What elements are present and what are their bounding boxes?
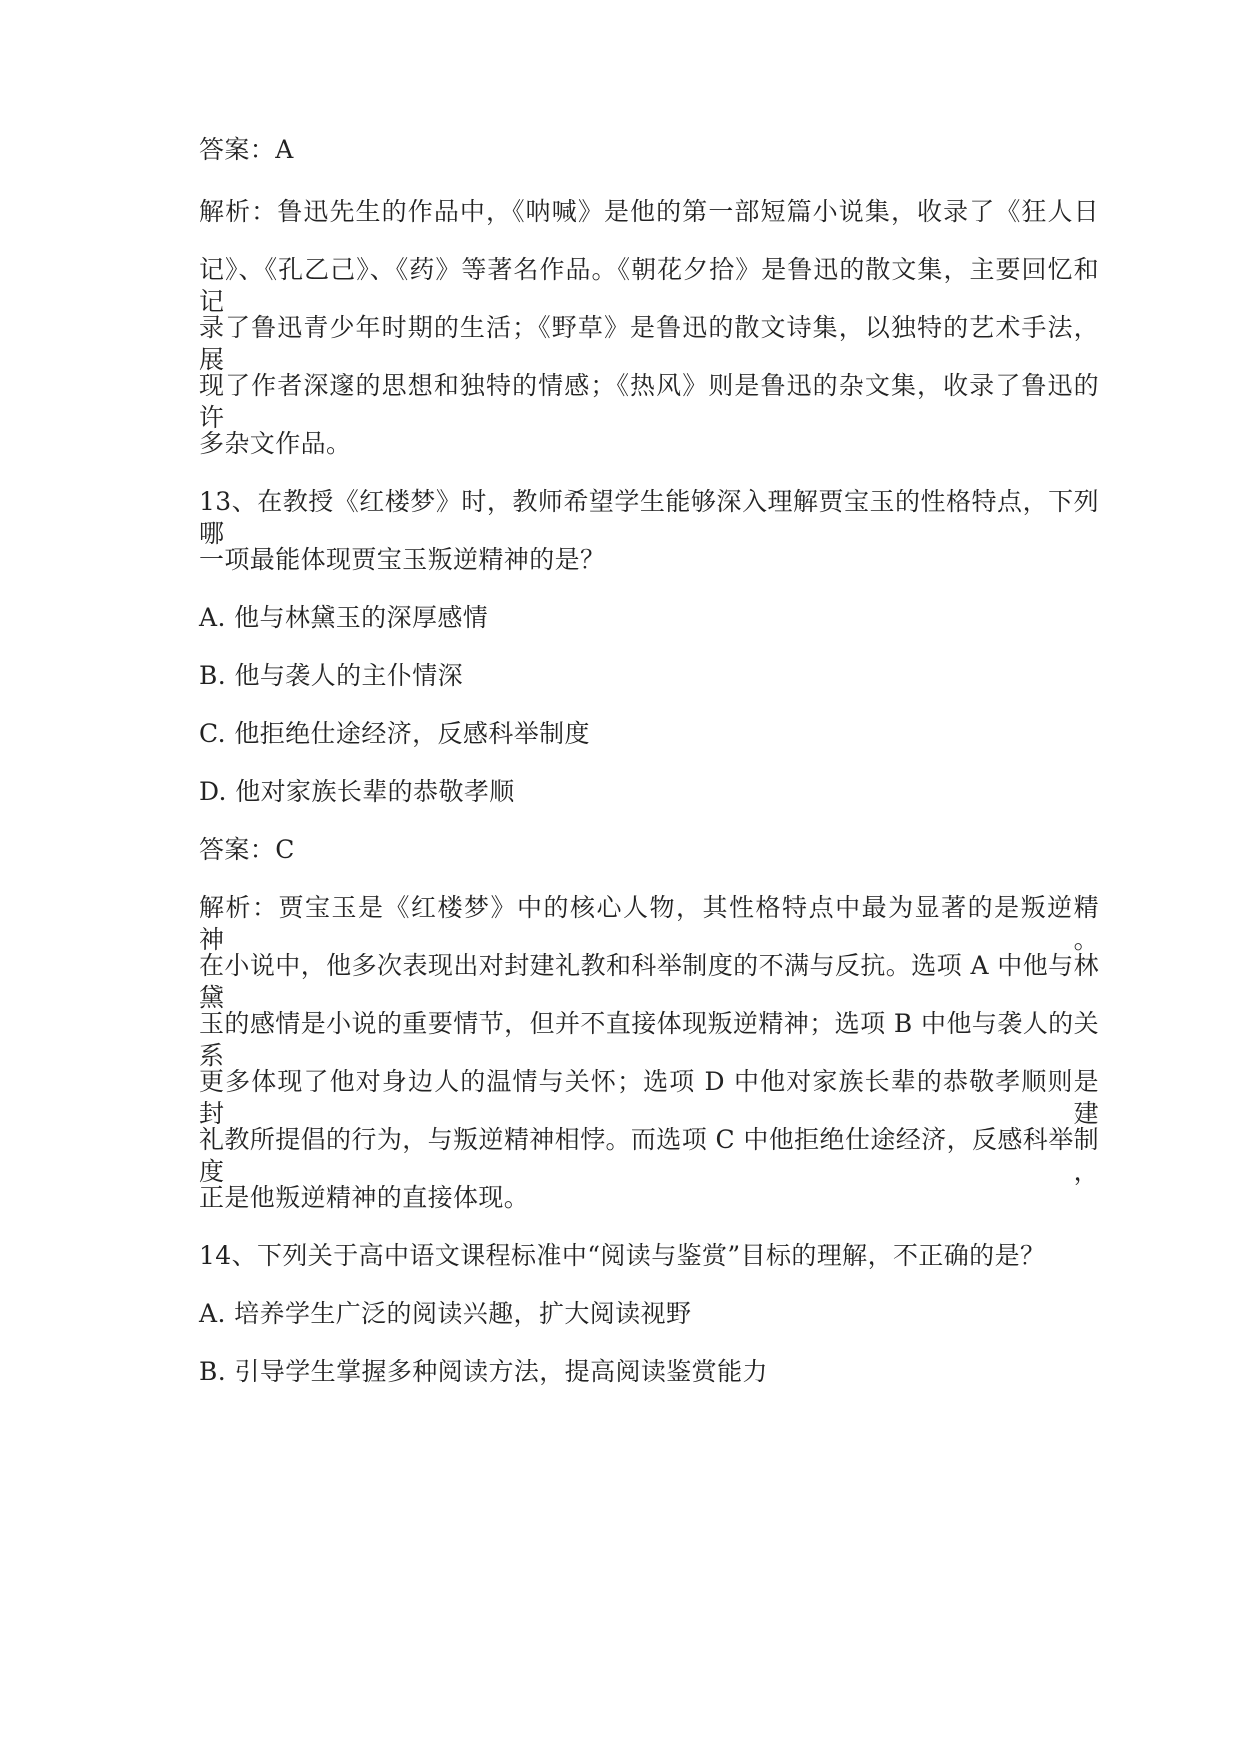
q14-option-b: B. 引导学生掌握多种阅读方法，提高阅读鉴赏能力: [199, 1357, 768, 1386]
q13-option-d: D. 他对家族长辈的恭敬孝顺: [199, 777, 515, 806]
q13-analysis-line-6: 正是他叛逆精神的直接体现。: [199, 1183, 530, 1212]
q12-analysis-line-1: 解析：鲁迅先生的作品中，《呐喊》是他的第一部短篇小说集，收录了《狂人日: [199, 197, 1099, 226]
q14-option-a: A. 培养学生广泛的阅读兴趣，扩大阅读视野: [199, 1299, 692, 1328]
q13-answer: 答案：C: [199, 835, 295, 864]
q12-analysis-line-2: 记》、《孔乙己》、《药》等著名作品。《朝花夕拾》是鲁迅的散文集，主要回忆和记: [199, 255, 1099, 316]
q14-stem-line-1: 14、下列关于高中语文课程标准中“阅读与鉴赏”目标的理解，不正确的是？: [199, 1241, 1046, 1270]
q13-analysis-line-4: 更多体现了他对身边人的温情与关怀；选项 D 中他对家族长辈的恭敬孝顺则是封建: [199, 1067, 1099, 1128]
q13-stem-line-2: 一项最能体现贾宝玉叛逆精神的是？: [199, 545, 606, 574]
q12-answer: 答案：A: [199, 135, 294, 164]
q13-option-a: A. 他与林黛玉的深厚感情: [199, 603, 489, 632]
q13-analysis-line-1: 解析：贾宝玉是《红楼梦》中的核心人物，其性格特点中最为显著的是叛逆精神。: [199, 893, 1099, 954]
q13-analysis-line-2: 在小说中，他多次表现出对封建礼教和科举制度的不满与反抗。选项 A 中他与林黛: [199, 951, 1099, 1012]
q13-option-c: C. 他拒绝仕途经济，反感科举制度: [199, 719, 590, 748]
q12-analysis-line-3: 录了鲁迅青少年时期的生活；《野草》是鲁迅的散文诗集，以独特的艺术手法，展: [199, 313, 1099, 374]
q13-option-b: B. 他与袭人的主仆情深: [199, 661, 464, 690]
q12-analysis-line-5: 多杂文作品。: [199, 429, 352, 458]
q12-analysis-line-4: 现了作者深邃的思想和独特的情感；《热风》则是鲁迅的杂文集，收录了鲁迅的许: [199, 371, 1099, 432]
q13-analysis-line-5: 礼教所提倡的行为，与叛逆精神相悖。而选项 C 中他拒绝仕途经济，反感科举制度，: [199, 1125, 1099, 1186]
q13-stem-line-1: 13、在教授《红楼梦》时，教师希望学生能够深入理解贾宝玉的性格特点，下列哪: [199, 487, 1099, 548]
q13-analysis-line-3: 玉的感情是小说的重要情节，但并不直接体现叛逆精神；选项 B 中他与袭人的关系: [199, 1009, 1099, 1070]
